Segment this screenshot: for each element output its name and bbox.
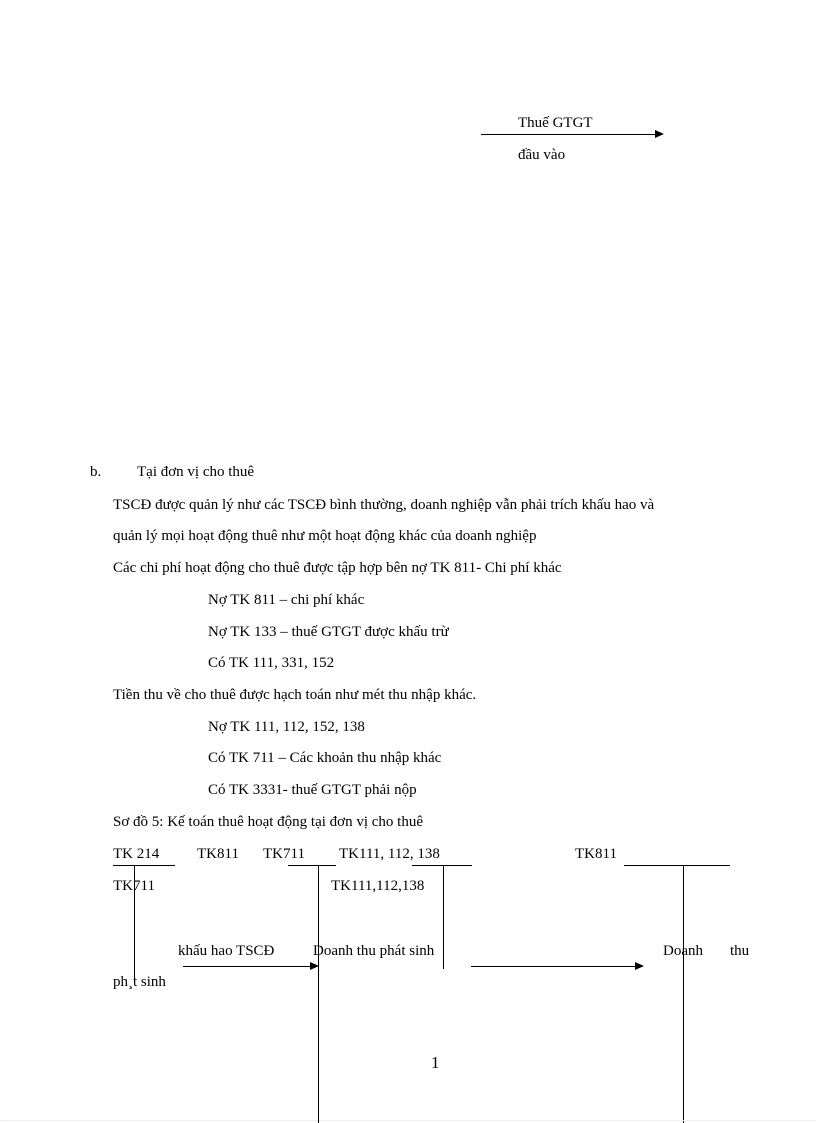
account-tk711-second: TK711 <box>113 878 155 894</box>
paragraph-line: Các chi phí hoạt động cho thuê được tập hợp bên nợ TK 811- Chi phí khác <box>113 560 562 576</box>
label-continuation: ph¸t sinh <box>113 974 166 990</box>
journal-entry: Nợ TK 111, 112, 152, 138 <box>208 719 365 735</box>
account-tk811: TK811 <box>197 846 239 862</box>
paragraph-line: TSCĐ được quản lý như các TSCĐ bình thường, doanh nghiệp vẫn phải trích khấu hao và <box>113 497 655 513</box>
arrow-label-input: đầu vào <box>518 147 566 163</box>
label-revenue-right-1: Doanh <box>663 943 703 959</box>
t-account-stem <box>134 866 135 982</box>
label-depreciation: khấu hao TSCĐ <box>178 943 275 959</box>
t-account-bar <box>412 865 472 866</box>
page-bottom-border <box>0 1120 816 1121</box>
account-tk811-right: TK811 <box>575 846 617 862</box>
section-marker: b. <box>90 464 102 480</box>
label-revenue-right-2: thu <box>730 943 750 959</box>
t-account-stem <box>318 866 319 1123</box>
paragraph-line: Tiền thu về cho thuê được hạch toán như mét thu nhập khác. <box>113 687 477 703</box>
revenue-arrow-line <box>471 966 636 967</box>
journal-entry: Có TK 111, 331, 152 <box>208 655 335 671</box>
account-tk214: TK 214 <box>113 846 160 862</box>
page-number: 1 <box>431 1053 440 1072</box>
arrow-label-tax: Thuế GTGT <box>518 115 593 131</box>
account-tk111-112-138: TK111, 112, 138 <box>339 846 440 862</box>
t-account-bar <box>288 865 336 866</box>
paragraph-line: quản lý mọi hoạt động thuê như một hoạt động khác của doanh nghiệp <box>113 528 537 544</box>
depreciation-arrow-head <box>310 962 319 970</box>
account-tk111-112-138-second: TK111,112,138 <box>331 878 425 894</box>
account-tk711: TK711 <box>263 846 305 862</box>
journal-entry: Nợ TK 811 – chi phí khác <box>208 592 365 608</box>
journal-entry: Có TK 3331- thuế GTGT phải nộp <box>208 782 417 798</box>
depreciation-arrow-line <box>183 966 311 967</box>
diagram-caption: Sơ đồ 5: Kế toán thuê hoạt động tại đơn vị cho thuê <box>113 814 423 830</box>
t-account-bar <box>113 865 175 866</box>
tax-arrow-head <box>655 130 664 138</box>
tax-arrow-line <box>481 134 656 135</box>
revenue-arrow-head <box>635 962 644 970</box>
t-account-stem <box>443 866 444 969</box>
journal-entry: Có TK 711 – Các khoản thu nhập khác <box>208 750 442 766</box>
t-account-bar <box>624 865 730 866</box>
journal-entry: Nợ TK 133 – thuế GTGT được khấu trừ <box>208 624 449 640</box>
section-heading: Tại đơn vị cho thuê <box>137 464 255 480</box>
label-revenue: Doanh thu phát sinh <box>313 943 435 959</box>
t-account-stem <box>683 866 684 1123</box>
